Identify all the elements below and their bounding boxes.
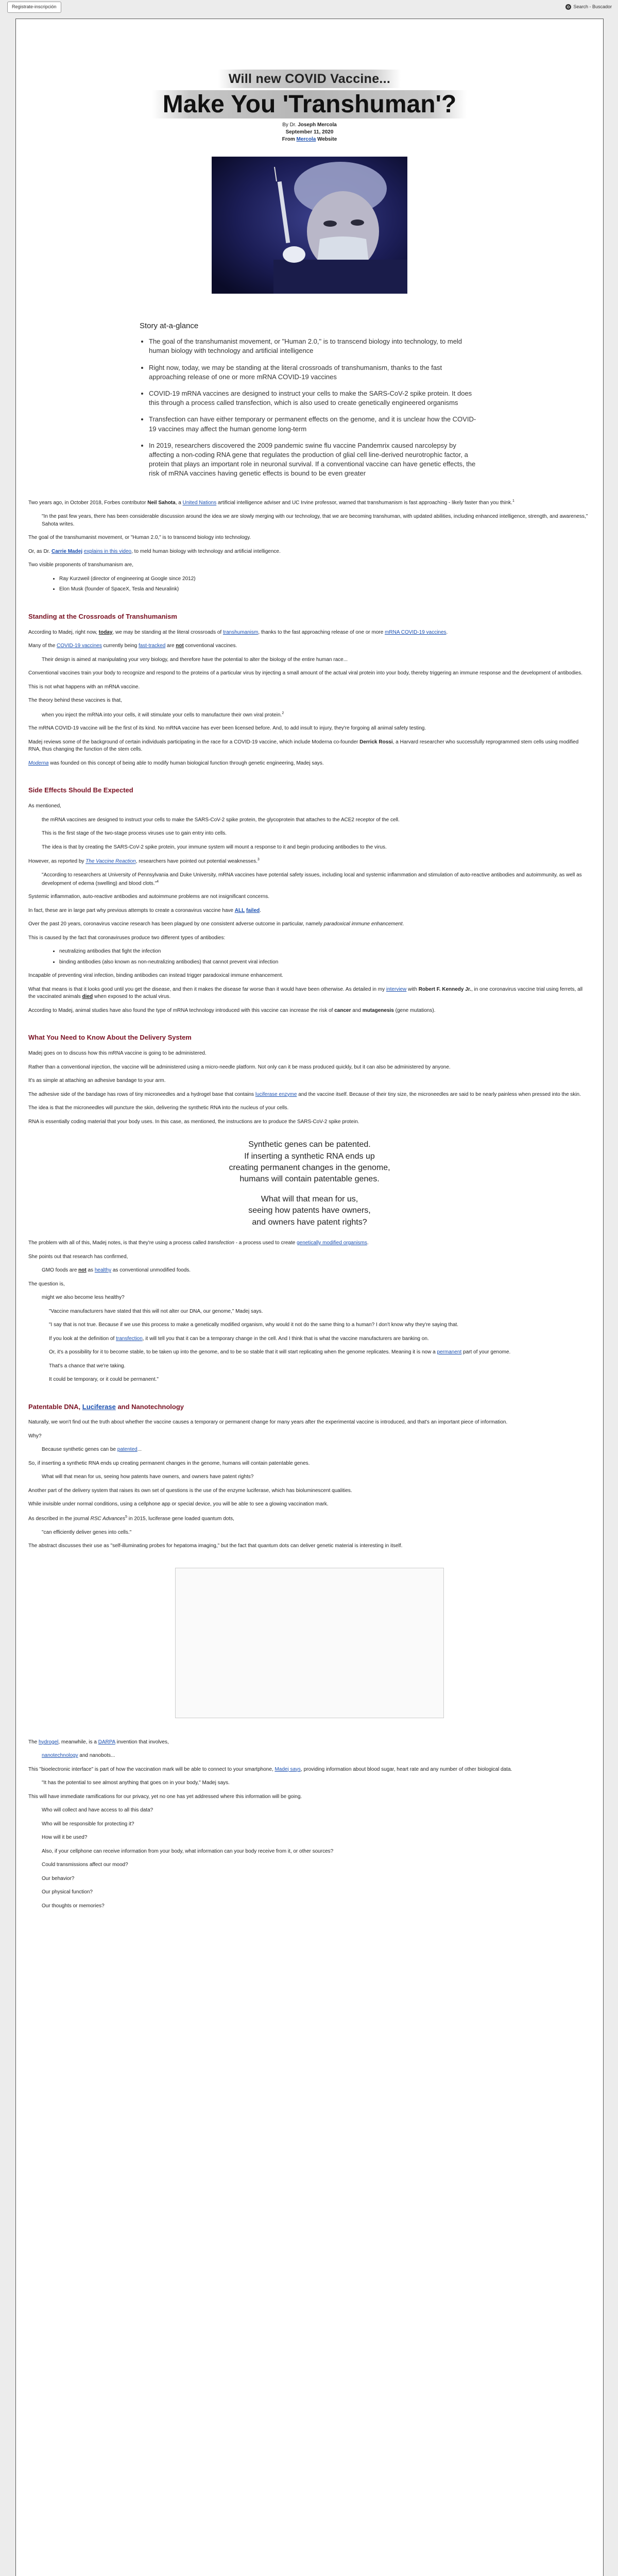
publish-date: September 11, 2020 (285, 129, 334, 135)
section-heading: Patentable DNA, Luciferase and Nanotechnology (28, 1402, 184, 1411)
hero-image (212, 157, 407, 294)
paragraph: Rather than a conventional injection, the vaccine will be administered using a micro-needle platform. Not only can it be mass produced quickly, but it can also be administered by anyone. (28, 1064, 451, 1070)
question: Who will be responsible for protecting it? (42, 1821, 134, 1827)
story-at-a-glance (140, 320, 479, 478)
vaccine-reaction-link[interactable]: The Vaccine Reaction (85, 858, 136, 865)
paragraph: when you inject the mRNA into your cells, it will stimulate your cells to manufacture their own viral protein.$^2$ (42, 711, 284, 718)
luciferase-link[interactable]: luciferase enzyme (255, 1091, 297, 1097)
paragraph: The goal of the transhumanist movement, or "Human 2.0," is to transcend biology into technology. (28, 535, 251, 541)
paragraph: Two years ago, in October 2018, Forbes contributor Neil Sahota, a United Nations artificial intelligence adviser and UC Irvine professor, warned that transhumanism is fast approaching - likely faster than you think.$^1$ (28, 499, 514, 506)
headline: Make You 'Transhuman'? (152, 90, 467, 118)
article-page (15, 19, 604, 2576)
gmo-link[interactable]: genetically modified organisms (297, 1240, 367, 1246)
darpa-link[interactable]: DARPA (98, 1739, 115, 1745)
paragraph: As mentioned, (28, 803, 61, 809)
quote: "can efficiently deliver genes into cells." (42, 1529, 132, 1535)
paragraph: The hydrogel, meanwhile, is a DARPA invention that involves, (28, 1739, 169, 1745)
mrna-vaccines-link[interactable]: mRNA COVID-19 vaccines (385, 629, 447, 635)
question-list (28, 1807, 591, 1910)
paragraph: What that means is that it looks good until you get the disease, and then it makes the disease far worse than it would have been otherwise. As detailed in my interview with Robert F. Kennedy Jr., in one coronavirus vaccine trial using ferrets, all the vaccinated animals died when exposed to the actual virus. (28, 986, 583, 1000)
paragraph: Moderna was founded on this concept of being able to modify human biological function through genetic engineering, Madej says. (28, 760, 324, 766)
paragraph: According to Madej, right now, today, we may be standing at the literal crossroads of transhumanism, thanks to the fast approaching release of one or more mRNA COVID-19 vaccines. (28, 629, 448, 635)
top-bar (0, 0, 618, 14)
paragraph: The abstract discusses their use as "self-illuminating probes for hepatoma imaging," but the fact that quantum dots can deliver genetic material is interesting in itself. (28, 1543, 403, 1549)
paragraph: Conventional vaccines train your body to recognize and respond to the proteins of a particular virus by injecting a small amount of the actual viral protein into your body, thereby triggering an immune response and the development of antibodies. (28, 670, 582, 676)
list-item: • neutralizing antibodies that fight the infection (59, 948, 591, 956)
paragraph: This will have immediate ramifications for our privacy, yet no one has yet addressed where this information will be going. (28, 1793, 302, 1800)
glance-item: • COVID-19 mRNA vaccines are designed to instruct your cells to make the SARS-CoV-2 spike protein. It does this through a process called transfection, which is also used to create genetically engineered organisms (149, 389, 479, 408)
quote: "It has the potential to see almost anything that goes on in your body," Madej says. (42, 1780, 230, 1786)
paragraph: As described in the journal RSC Advances$^5$ in 2015, luciferase gene loaded quantum dots, (28, 1515, 234, 1522)
glance-item: • Transfection can have either temporary or permanent effects on the genome, and it is unclear how the COVID-19 vaccines may affect the human genome long-term (149, 415, 479, 433)
luciferase-heading-link[interactable]: Luciferase (82, 1402, 116, 1411)
nanotechnology-link[interactable]: nanotechnology (42, 1753, 78, 1759)
question: Also, if your cellphone can receive information from your body, what information can your body receive from it, or other sources? (42, 1848, 334, 1854)
glance-item: • In 2019, researchers discovered the 2009 pandemic swine flu vaccine Pandemrix caused narcolepsy by affecting a non-coding RNA gene that regulates the production of glial cell line-derived neurotrophic factor, a protein that plays an important role in neuronal survival. If a conventional vaccine can have genetic effects, the risk of mRNA vaccines having genetic effects is bound to be even greater (149, 441, 479, 479)
glance-item: • The goal of the transhumanist movement, or "Human 2.0," is to transcend biology into technology, to meld human biology with technology and artificial intelligence (149, 337, 479, 355)
source-link[interactable]: Mercola (296, 137, 316, 143)
question: Could transmissions affect our mood? (42, 1862, 128, 1868)
paragraph: Because synthetic genes can be patented... (42, 1447, 142, 1453)
search-link[interactable] (565, 4, 612, 10)
list-item: • Ray Kurzweil (director of engineering at Google since 2012) (59, 575, 591, 583)
paragraph: According to Madej, animal studies have also found the type of mRNA technology introduced with this vaccine can increase the risk of cancer and mutagenesis (gene mutations). (28, 1007, 436, 1013)
paragraph: It's as simple at attaching an adhesive bandage to your arm. (28, 1078, 166, 1084)
question: Our thoughts or memories? (42, 1903, 105, 1909)
paragraph: Many of the COVID-19 vaccines currently being fast-tracked are not conventional vaccines. (28, 643, 237, 649)
paragraph: GMO foods are not as healthy as conventional unmodified foods. (42, 1267, 191, 1274)
paragraph: Their design is aimed at manipulating your very biology, and therefore have the potential to alter the biology of the entire human race... (42, 656, 348, 663)
embedded-media-placeholder[interactable] (175, 1568, 444, 1718)
section-heading: Side Effects Should Be Expected (28, 786, 133, 794)
paragraph: The question is, (28, 1281, 65, 1287)
paragraph: The idea is that by creating the SARS-CoV-2 spike protein, your immune system will mount a response to it and begin producing antibodies to the virus. (42, 844, 387, 850)
section-crossroads (28, 612, 591, 768)
permanent-link[interactable]: permanent (437, 1349, 462, 1355)
quote: Or, it's a possibility for it to become stable, to be taken up into the genome, and to be so stable that it will start replicating when the genome replicates. Meaning it is now a permanent part of your genome. (49, 1349, 511, 1355)
section-side-effects (28, 786, 591, 1014)
kicker-title: Will new COVID Vaccine... (218, 70, 401, 88)
antibody-list (28, 948, 591, 966)
quote: "According to researchers at University of Pennsylvania and Duke University, mRNA vaccines have potential safety issues, including local and systemic inflammation and stimulation of auto-reactive antibodies and autoimmunity, as well as development of edema (swelling) and blood clots."$^4$ (42, 872, 582, 886)
author-name: Joseph Mercola (298, 122, 337, 128)
paragraph: This "bioelectronic interface" is part of how the vaccination mark will be able to connect to your smartphone, Madej says, providing information about blood sugar, heart rate and any number of other biological data. (28, 1766, 512, 1772)
paragraph: The mRNA COVID-19 vaccine will be the first of its kind. No mRNA vaccine has ever been licensed before. And, to add insult to injury, they're forgoing all animal safety testing. (28, 725, 426, 732)
glance-item: • Right now, today, we may be standing at the literal crossroads of transhumanism, thanks to the fast approaching release of one or more mRNA COVID-19 vaccines (149, 363, 479, 382)
question: Our physical function? (42, 1889, 93, 1895)
pull-quote: Synthetic genes can be patented. If inserting a synthetic RNA ends up creating permanent changes in the genome, humans will contain patentable genes. What will that mean for us, seeing how patents have owners, and owners have patent rights? (229, 1140, 390, 1227)
paragraph: This is caused by the fact that coronaviruses produce two different types of antibodies: (28, 935, 226, 941)
paragraph: Madej reviews some of the background of certain individuals participating in the race for a COVID-19 vaccine, which include Moderna co-founder Derrick Rossi, a Harvard researcher who successfully reprogrammed stem cells using modified RNA, thus changing the function of the stem cells. (28, 739, 579, 753)
quote: It could be temporary, or it could be permanent." (49, 1377, 159, 1383)
patented-link[interactable]: patented (117, 1447, 138, 1453)
question: Our behavior? (42, 1875, 75, 1882)
register-button[interactable]: Registrate-inscripción (7, 2, 61, 12)
failed-link[interactable]: failed (246, 907, 260, 913)
section-patentable-dna (28, 1402, 591, 1910)
paragraph: Two visible proponents of transhumanism are, (28, 562, 133, 568)
quote: That's a chance that we're taking. (49, 1363, 126, 1369)
section-delivery (28, 1033, 591, 1383)
paragraph: Another part of the delivery system that raises its own set of questions is the use of the enzyme luciferase, which has bioluminescent qualities. (28, 1487, 352, 1494)
transhumanism-link[interactable]: transhumanism (222, 629, 259, 635)
list-item: • binding antibodies (also known as non-neutralizing antibodies) that cannot prevent viral infection (59, 959, 591, 967)
paragraph: The idea is that the microneedles will puncture the skin, delivering the synthetic RNA into the nucleus of your cells. (28, 1105, 289, 1111)
paragraph: Madej goes on to discuss how this mRNA vaccine is going to be administered. (28, 1050, 207, 1057)
paragraph: Over the past 20 years, coronavirus vaccine research has been plagued by one consistent adverse outcome in particular, namely paradoxical immune enhancement. (28, 921, 404, 927)
search-icon (565, 4, 571, 10)
byline: By Dr. Joseph Mercola September 11, 2020 From Mercola Website (282, 122, 337, 143)
quote: If you look at the definition of transfection, it will tell you that it can be a temporary change in the cell. And I think that is what the vaccine manufacturers are banking on. (49, 1335, 429, 1342)
section-heading: What You Need to Know About the Delivery System (28, 1033, 192, 1042)
paragraph: What will that mean for us, seeing how patents have owners, and owners have patent rights? (42, 1474, 254, 1480)
healthy-link[interactable]: healthy (94, 1267, 112, 1274)
section-heading: Standing at the Crossroads of Transhumanism (28, 612, 177, 620)
paragraph: Systemic inflammation, auto-reactive antibodies and autoimmune problems are not insignificant concerns. (28, 894, 270, 900)
author-link[interactable]: Carrie Madej (52, 548, 83, 554)
paragraph: This is not what happens with an mRNA vaccine. (28, 684, 140, 690)
fast-tracked-link[interactable]: fast-tracked (139, 643, 166, 649)
quote: "Vaccine manufacturers have stated that this will not alter our DNA, our genome," Madej says. (49, 1308, 263, 1314)
un-link[interactable]: United Nations (182, 500, 217, 506)
paragraph: While invisible under normal conditions, using a cellphone app or special device, you will be able to see a glowing vaccination mark. (28, 1501, 329, 1507)
article-header (28, 31, 591, 143)
paragraph: RNA is essentially coding material that your body uses. In this case, as mentioned, the instructions are to produce the SARS-CoV-2 spike protein. (28, 1118, 359, 1125)
paragraph: In fact, these are in large part why previous attempts to create a coronavirus vaccine have ALL failed. (28, 907, 261, 913)
video-link[interactable]: explains in this video (83, 548, 132, 554)
paragraph: This is the first stage of the two-stage process viruses use to gain entry into cells. (42, 831, 227, 837)
question: Who will collect and have access to all this data? (42, 1807, 153, 1814)
madej-says-link[interactable]: Madej says (274, 1766, 301, 1772)
paragraph: The problem with all of this, Madej notes, is that they're using a process called transfection - a process used to create genetically modified organisms. (28, 1240, 369, 1246)
search-label: Search - Buscador (573, 4, 612, 10)
paragraph: nanotechnology and nanobots... (42, 1753, 115, 1759)
question: How will it be used? (42, 1835, 88, 1841)
quote: "I say that is not true. Because if we use this process to make a genetically modified organism, why would it not do the same thing to a human? I don't know why they're saying that. (49, 1322, 459, 1328)
paragraph: Incapable of preventing viral infection, binding antibodies can instead trigger paradoxical immune enhancement. (28, 973, 283, 979)
paragraph: might we also become less healthy? (42, 1295, 125, 1301)
hydrogel-link[interactable]: hydrogel (39, 1739, 59, 1745)
paragraph: Naturally, we won't find out the truth about whether the vaccine causes a temporary or permanent change for many years after the experimental vaccine is introduced, and that's an important piece of information. (28, 1419, 508, 1426)
paragraph: The adhesive side of the bandage has rows of tiny microneedles and a hydrogel base that contains luciferase enzyme and the vaccine itself. Because of their tiny size, the microneedles are said to be nearly painless when pressed into the skin. (28, 1091, 581, 1097)
transfection-link[interactable]: transfection (116, 1335, 143, 1342)
proponent-list (28, 575, 591, 594)
paragraph: the mRNA vaccines are designed to instruct your cells to make the SARS-CoV-2 spike protein, the glycoprotein that attaches to the ACE2 receptor of the cell. (42, 817, 400, 823)
paragraph: Or, as Dr. Carrie Madej explains in this video, to meld human biology with technology and artificial intelligence. (28, 548, 281, 554)
interview-link[interactable]: interview (386, 986, 407, 992)
paragraph: So, if inserting a synthetic RNA ends up creating permanent changes in the genome, humans will contain patentable genes. (28, 1460, 310, 1466)
moderna-link[interactable]: Moderna (28, 760, 49, 766)
intro-section (28, 499, 591, 593)
paragraph: The theory behind these vaccines is that, (28, 698, 122, 704)
quote: "In the past few years, there has been considerable discussion around the idea we are slowly merging with our technology, that we are becoming transhuman, with updated abilities, including enhanced intelligence, strength, and awareness," Sahota writes. (42, 514, 588, 527)
paragraph: Why? (28, 1433, 42, 1439)
glance-title: Story at-a-glance (140, 321, 199, 331)
covid-vaccines-link[interactable]: COVID-19 vaccines (57, 643, 102, 649)
paragraph: However, as reported by The Vaccine Reaction, researchers have pointed out potential weaknesses.$^3$ (28, 858, 260, 865)
list-item: • Elon Musk (founder of SpaceX, Tesla and Neuralink) (59, 586, 591, 594)
paragraph: She points out that research has confirmed, (28, 1253, 128, 1260)
